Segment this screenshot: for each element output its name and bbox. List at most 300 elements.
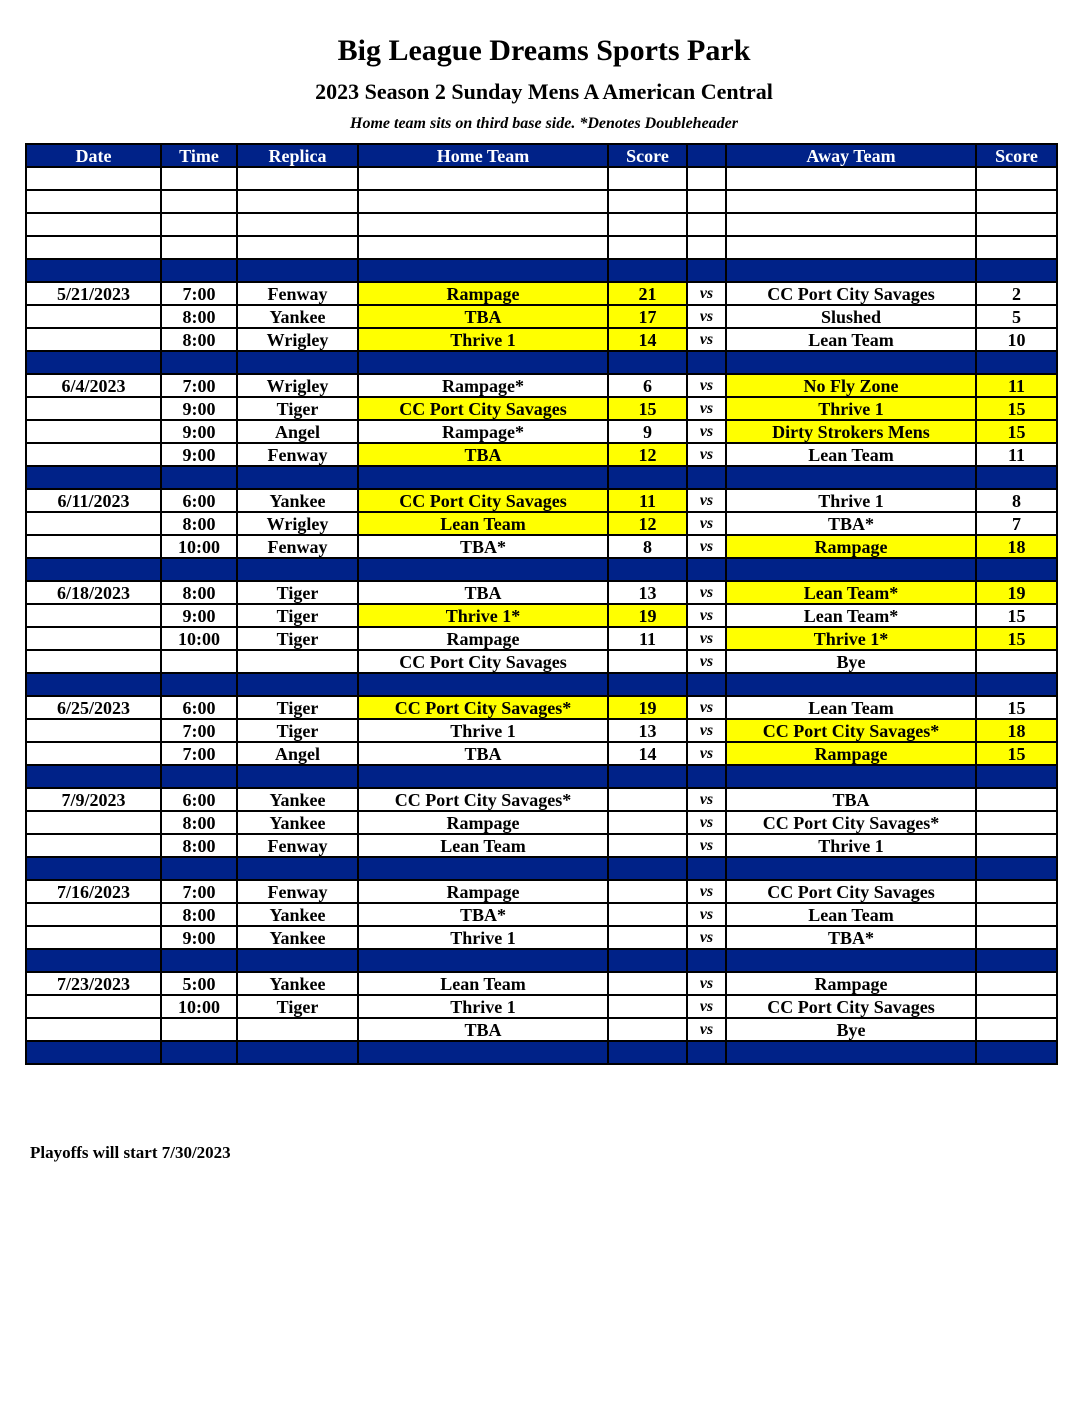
game-row: [26, 328, 1057, 351]
date-cell: 7/23/2023: [26, 972, 161, 995]
home-score-cell: 17: [608, 305, 687, 328]
replica-cell: [237, 650, 358, 673]
away-score-cell: 19: [976, 581, 1057, 604]
col-away-score: Score: [976, 144, 1057, 167]
time-cell: 7:00: [161, 282, 237, 305]
game-row: [26, 650, 1057, 673]
time-cell: 7:00: [161, 880, 237, 903]
replica-cell: [237, 949, 358, 972]
separator-row: [26, 765, 1057, 788]
blank-row: [26, 213, 1057, 236]
blank-row: [26, 190, 1057, 213]
home-score-cell: [608, 949, 687, 972]
home-score-cell: 12: [608, 443, 687, 466]
vs-cell: vs: [687, 328, 726, 351]
page-title: Big League Dreams Sports Park: [337, 34, 751, 67]
replica-cell: Fenway: [237, 443, 358, 466]
date-cell: [26, 351, 161, 374]
time-cell: [161, 236, 237, 259]
time-cell: [161, 650, 237, 673]
away-score-cell: 5: [976, 305, 1057, 328]
away-score-cell: 15: [976, 696, 1057, 719]
home-team-cell: [358, 167, 608, 190]
vs-cell: [687, 857, 726, 880]
game-row: [26, 696, 1057, 719]
date-cell: [26, 857, 161, 880]
date-cell: [26, 650, 161, 673]
date-cell: [26, 213, 161, 236]
vs-cell: vs: [687, 535, 726, 558]
home-score-cell: 19: [608, 696, 687, 719]
home-team-cell: Rampage: [358, 627, 608, 650]
vs-cell: vs: [687, 512, 726, 535]
away-score-cell: [976, 167, 1057, 190]
game-row: [26, 903, 1057, 926]
home-team-cell: CC Port City Savages: [358, 397, 608, 420]
home-team-cell: [358, 466, 608, 489]
replica-cell: Fenway: [237, 535, 358, 558]
away-score-cell: [976, 351, 1057, 374]
away-score-cell: 10: [976, 328, 1057, 351]
home-team-cell: Thrive 1: [358, 719, 608, 742]
replica-cell: Fenway: [237, 282, 358, 305]
home-team-cell: TBA: [358, 742, 608, 765]
home-team-cell: [358, 351, 608, 374]
away-score-cell: 15: [976, 397, 1057, 420]
away-score-cell: [976, 650, 1057, 673]
date-cell: [26, 673, 161, 696]
game-row: [26, 374, 1057, 397]
replica-cell: [237, 558, 358, 581]
vs-cell: vs: [687, 880, 726, 903]
time-cell: 6:00: [161, 489, 237, 512]
schedule-note: Home team sits on third base side. *Denotes Doubleheader: [350, 115, 738, 132]
home-score-cell: [608, 926, 687, 949]
home-score-cell: [608, 1018, 687, 1041]
time-cell: [161, 259, 237, 282]
away-team-cell: Rampage: [726, 972, 976, 995]
home-team-cell: Thrive 1: [358, 328, 608, 351]
vs-cell: vs: [687, 926, 726, 949]
date-cell: 6/25/2023: [26, 696, 161, 719]
schedule-body: [26, 167, 1057, 1064]
away-score-cell: [976, 926, 1057, 949]
away-team-cell: [726, 466, 976, 489]
home-score-cell: [608, 466, 687, 489]
home-score-cell: [608, 972, 687, 995]
time-cell: 9:00: [161, 397, 237, 420]
away-score-cell: [976, 857, 1057, 880]
away-score-cell: [976, 259, 1057, 282]
home-team-cell: TBA: [358, 305, 608, 328]
blank-row: [26, 167, 1057, 190]
separator-row: [26, 351, 1057, 374]
home-score-cell: [608, 903, 687, 926]
home-team-cell: Rampage*: [358, 420, 608, 443]
game-row: [26, 742, 1057, 765]
vs-cell: [687, 558, 726, 581]
replica-cell: Fenway: [237, 880, 358, 903]
away-team-cell: Bye: [726, 1018, 976, 1041]
date-cell: [26, 512, 161, 535]
away-team-cell: CC Port City Savages: [726, 995, 976, 1018]
game-row: [26, 535, 1057, 558]
col-replica: Replica: [237, 144, 358, 167]
away-score-cell: [976, 213, 1057, 236]
date-cell: [26, 1041, 161, 1064]
replica-cell: Wrigley: [237, 512, 358, 535]
home-score-cell: [608, 259, 687, 282]
time-cell: [161, 466, 237, 489]
away-team-cell: [726, 765, 976, 788]
away-team-cell: TBA: [726, 788, 976, 811]
away-team-cell: Thrive 1: [726, 834, 976, 857]
home-score-cell: [608, 788, 687, 811]
away-score-cell: [976, 765, 1057, 788]
time-cell: [161, 1018, 237, 1041]
time-cell: 7:00: [161, 742, 237, 765]
home-score-cell: 14: [608, 742, 687, 765]
home-team-cell: TBA*: [358, 903, 608, 926]
col-home-score: Score: [608, 144, 687, 167]
away-team-cell: Slushed: [726, 305, 976, 328]
vs-cell: vs: [687, 811, 726, 834]
away-team-cell: Lean Team: [726, 328, 976, 351]
home-team-cell: CC Port City Savages: [358, 489, 608, 512]
home-score-cell: 13: [608, 581, 687, 604]
game-row: [26, 604, 1057, 627]
vs-cell: vs: [687, 834, 726, 857]
home-team-cell: Thrive 1: [358, 926, 608, 949]
separator-row: [26, 558, 1057, 581]
away-team-cell: Lean Team: [726, 903, 976, 926]
vs-cell: [687, 213, 726, 236]
replica-cell: Angel: [237, 742, 358, 765]
replica-cell: Tiger: [237, 627, 358, 650]
vs-cell: vs: [687, 374, 726, 397]
time-cell: [161, 1041, 237, 1064]
date-cell: 5/21/2023: [26, 282, 161, 305]
date-cell: [26, 167, 161, 190]
home-score-cell: 15: [608, 397, 687, 420]
vs-cell: vs: [687, 1018, 726, 1041]
away-team-cell: CC Port City Savages*: [726, 811, 976, 834]
away-score-cell: [976, 788, 1057, 811]
date-cell: [26, 834, 161, 857]
away-team-cell: No Fly Zone: [726, 374, 976, 397]
home-score-cell: 9: [608, 420, 687, 443]
away-team-cell: Lean Team*: [726, 604, 976, 627]
home-score-cell: [608, 236, 687, 259]
home-team-cell: Rampage*: [358, 374, 608, 397]
date-cell: [26, 926, 161, 949]
away-team-cell: Lean Team: [726, 696, 976, 719]
replica-cell: [237, 466, 358, 489]
time-cell: [161, 167, 237, 190]
vs-cell: vs: [687, 650, 726, 673]
col-home-team: Home Team: [358, 144, 608, 167]
date-cell: [26, 466, 161, 489]
home-team-cell: Lean Team: [358, 834, 608, 857]
away-team-cell: Dirty Strokers Mens: [726, 420, 976, 443]
home-team-cell: TBA: [358, 443, 608, 466]
time-cell: 9:00: [161, 420, 237, 443]
home-team-cell: TBA: [358, 1018, 608, 1041]
date-cell: 6/4/2023: [26, 374, 161, 397]
replica-cell: [237, 765, 358, 788]
away-team-cell: [726, 351, 976, 374]
vs-cell: vs: [687, 305, 726, 328]
replica-cell: [237, 1041, 358, 1064]
date-cell: [26, 420, 161, 443]
replica-cell: [237, 259, 358, 282]
time-cell: 8:00: [161, 305, 237, 328]
home-team-cell: [358, 857, 608, 880]
vs-cell: vs: [687, 627, 726, 650]
away-score-cell: [976, 190, 1057, 213]
home-score-cell: [608, 765, 687, 788]
vs-cell: [687, 190, 726, 213]
home-score-cell: 14: [608, 328, 687, 351]
date-cell: [26, 627, 161, 650]
game-row: [26, 282, 1057, 305]
home-score-cell: [608, 213, 687, 236]
date-cell: 7/9/2023: [26, 788, 161, 811]
home-team-cell: CC Port City Savages: [358, 650, 608, 673]
replica-cell: Tiger: [237, 604, 358, 627]
separator-row: [26, 673, 1057, 696]
separator-row: [26, 466, 1057, 489]
away-team-cell: Rampage: [726, 742, 976, 765]
away-score-cell: [976, 834, 1057, 857]
home-score-cell: [608, 558, 687, 581]
time-cell: 10:00: [161, 995, 237, 1018]
vs-cell: [687, 765, 726, 788]
date-cell: 7/16/2023: [26, 880, 161, 903]
time-cell: 8:00: [161, 903, 237, 926]
separator-row: [26, 949, 1057, 972]
time-cell: [161, 558, 237, 581]
away-team-cell: [726, 949, 976, 972]
away-team-cell: Bye: [726, 650, 976, 673]
date-cell: [26, 742, 161, 765]
time-cell: 8:00: [161, 328, 237, 351]
time-cell: [161, 857, 237, 880]
game-row: [26, 581, 1057, 604]
home-score-cell: [608, 1041, 687, 1064]
replica-cell: Yankee: [237, 489, 358, 512]
game-row: [26, 420, 1057, 443]
away-team-cell: [726, 213, 976, 236]
schedule-table: [25, 143, 1058, 1065]
away-score-cell: [976, 466, 1057, 489]
away-score-cell: [976, 1018, 1057, 1041]
separator-row: [26, 1041, 1057, 1064]
vs-cell: vs: [687, 420, 726, 443]
time-cell: 10:00: [161, 627, 237, 650]
home-team-cell: [358, 558, 608, 581]
away-score-cell: [976, 880, 1057, 903]
vs-cell: [687, 167, 726, 190]
vs-cell: vs: [687, 282, 726, 305]
replica-cell: Wrigley: [237, 374, 358, 397]
game-row: [26, 811, 1057, 834]
time-cell: 8:00: [161, 811, 237, 834]
time-cell: [161, 190, 237, 213]
vs-cell: vs: [687, 397, 726, 420]
away-team-cell: [726, 857, 976, 880]
home-score-cell: 19: [608, 604, 687, 627]
time-cell: 6:00: [161, 696, 237, 719]
date-cell: [26, 535, 161, 558]
date-cell: 6/11/2023: [26, 489, 161, 512]
time-cell: 10:00: [161, 535, 237, 558]
replica-cell: Tiger: [237, 995, 358, 1018]
home-team-cell: [358, 190, 608, 213]
home-team-cell: [358, 765, 608, 788]
time-cell: 9:00: [161, 604, 237, 627]
date-cell: [26, 259, 161, 282]
col-time: Time: [161, 144, 237, 167]
home-team-cell: CC Port City Savages*: [358, 696, 608, 719]
col-date: Date: [26, 144, 161, 167]
replica-cell: [237, 213, 358, 236]
replica-cell: [237, 190, 358, 213]
away-team-cell: [726, 190, 976, 213]
home-score-cell: [608, 673, 687, 696]
vs-cell: vs: [687, 696, 726, 719]
away-score-cell: 15: [976, 627, 1057, 650]
replica-cell: [237, 1018, 358, 1041]
time-cell: 9:00: [161, 926, 237, 949]
away-team-cell: [726, 167, 976, 190]
away-team-cell: TBA*: [726, 926, 976, 949]
home-team-cell: Rampage: [358, 880, 608, 903]
vs-cell: [687, 236, 726, 259]
home-score-cell: 11: [608, 627, 687, 650]
away-score-cell: [976, 558, 1057, 581]
vs-cell: [687, 466, 726, 489]
date-cell: [26, 558, 161, 581]
time-cell: 7:00: [161, 374, 237, 397]
replica-cell: [237, 857, 358, 880]
replica-cell: Tiger: [237, 581, 358, 604]
home-team-cell: TBA*: [358, 535, 608, 558]
away-team-cell: Thrive 1: [726, 397, 976, 420]
away-score-cell: 15: [976, 420, 1057, 443]
away-team-cell: Lean Team: [726, 443, 976, 466]
away-team-cell: CC Port City Savages: [726, 880, 976, 903]
vs-cell: vs: [687, 995, 726, 1018]
date-cell: [26, 443, 161, 466]
away-score-cell: [976, 811, 1057, 834]
home-score-cell: [608, 880, 687, 903]
vs-cell: vs: [687, 604, 726, 627]
game-row: [26, 880, 1057, 903]
replica-cell: Yankee: [237, 305, 358, 328]
game-row: [26, 305, 1057, 328]
replica-cell: Tiger: [237, 696, 358, 719]
date-cell: [26, 305, 161, 328]
home-score-cell: [608, 811, 687, 834]
date-cell: [26, 328, 161, 351]
time-cell: [161, 673, 237, 696]
replica-cell: Yankee: [237, 811, 358, 834]
date-cell: [26, 190, 161, 213]
time-cell: 9:00: [161, 443, 237, 466]
away-score-cell: [976, 236, 1057, 259]
away-team-cell: Lean Team*: [726, 581, 976, 604]
home-team-cell: Rampage: [358, 282, 608, 305]
home-team-cell: Rampage: [358, 811, 608, 834]
away-score-cell: 11: [976, 443, 1057, 466]
home-score-cell: [608, 351, 687, 374]
home-team-cell: TBA: [358, 581, 608, 604]
game-row: [26, 489, 1057, 512]
away-team-cell: [726, 1041, 976, 1064]
game-row: [26, 834, 1057, 857]
date-cell: [26, 719, 161, 742]
date-cell: 6/18/2023: [26, 581, 161, 604]
replica-cell: Fenway: [237, 834, 358, 857]
home-score-cell: [608, 995, 687, 1018]
time-cell: 5:00: [161, 972, 237, 995]
home-team-cell: Lean Team: [358, 972, 608, 995]
date-cell: [26, 236, 161, 259]
home-score-cell: [608, 834, 687, 857]
replica-cell: Yankee: [237, 972, 358, 995]
separator-row: [26, 857, 1057, 880]
home-score-cell: 8: [608, 535, 687, 558]
date-cell: [26, 765, 161, 788]
col-vs: [687, 144, 726, 167]
date-cell: [26, 995, 161, 1018]
away-team-cell: [726, 259, 976, 282]
vs-cell: vs: [687, 788, 726, 811]
away-team-cell: [726, 236, 976, 259]
vs-cell: vs: [687, 972, 726, 995]
replica-cell: [237, 351, 358, 374]
home-score-cell: [608, 167, 687, 190]
away-score-cell: 18: [976, 719, 1057, 742]
date-cell: [26, 949, 161, 972]
away-score-cell: 15: [976, 742, 1057, 765]
home-score-cell: 21: [608, 282, 687, 305]
game-row: [26, 397, 1057, 420]
home-team-cell: [358, 259, 608, 282]
replica-cell: [237, 673, 358, 696]
home-score-cell: 12: [608, 512, 687, 535]
vs-cell: vs: [687, 903, 726, 926]
away-score-cell: [976, 673, 1057, 696]
away-team-cell: Thrive 1: [726, 489, 976, 512]
home-score-cell: [608, 190, 687, 213]
home-team-cell: Lean Team: [358, 512, 608, 535]
vs-cell: [687, 1041, 726, 1064]
home-score-cell: [608, 650, 687, 673]
header-row: [26, 144, 1057, 167]
date-cell: [26, 397, 161, 420]
time-cell: 8:00: [161, 581, 237, 604]
away-score-cell: [976, 972, 1057, 995]
replica-cell: Angel: [237, 420, 358, 443]
away-score-cell: 15: [976, 604, 1057, 627]
replica-cell: [237, 167, 358, 190]
away-team-cell: CC Port City Savages: [726, 282, 976, 305]
game-row: [26, 1018, 1057, 1041]
replica-cell: Yankee: [237, 926, 358, 949]
away-score-cell: 2: [976, 282, 1057, 305]
